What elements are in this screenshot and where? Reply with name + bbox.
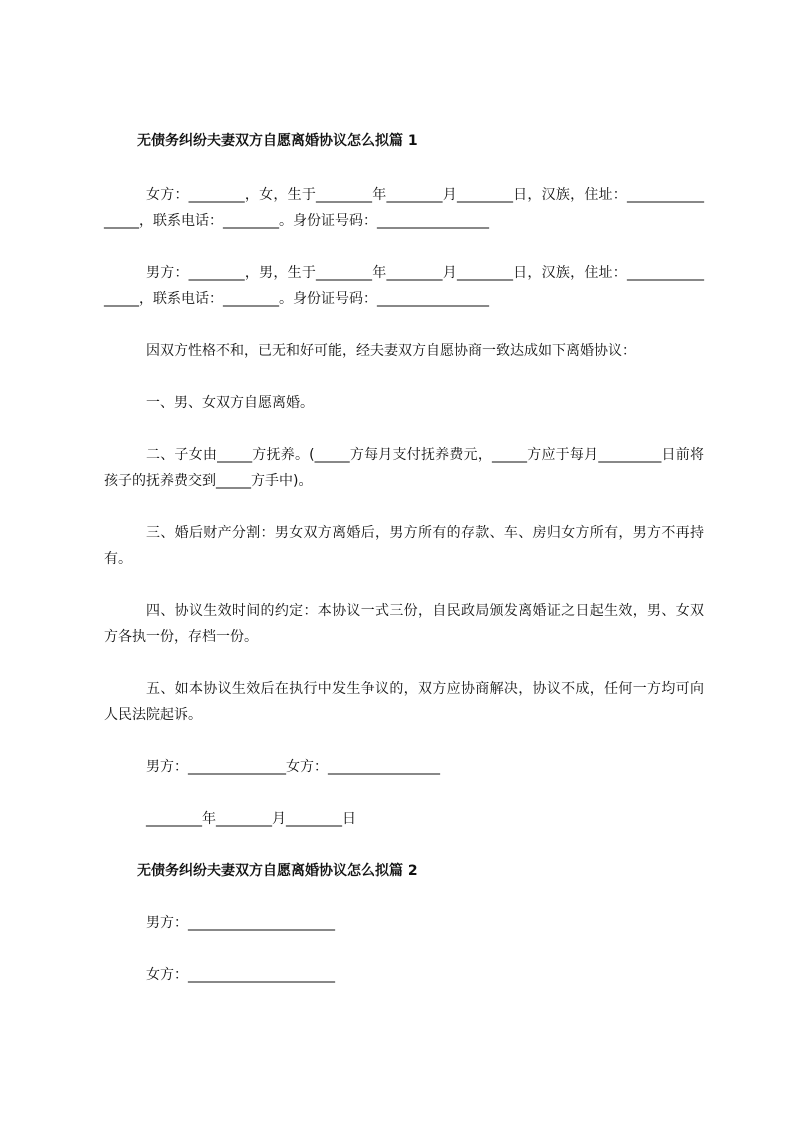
woman-info-paragraph: 女方：________，女，生于________年________月________日，汉族，住址：________________，联系电话：________。身份证号码：________________ bbox=[104, 187, 704, 229]
clause-1: 一、男、女双方自愿离婚。 bbox=[146, 395, 314, 411]
man-name-line: 男方：_____________________ bbox=[146, 915, 335, 931]
man-info-paragraph: 男方：________，男，生于________年________月________日，汉族，住址：________________，联系电话：________。身份证号码：________________ bbox=[104, 265, 704, 307]
section-title-2: 无债务纠纷夫妻双方自愿离婚协议怎么拟篇 2 bbox=[137, 863, 418, 879]
document-body bbox=[104, 128, 704, 988]
woman-name-line: 女方：_____________________ bbox=[146, 967, 335, 983]
intro-paragraph: 因双方性格不和，已无和好可能，经夫妻双方自愿协商一致达成如下离婚协议： bbox=[146, 343, 636, 359]
clause-4: 四、协议生效时间的约定：本协议一式三份，自民政局颁发离婚证之日起生效，男、女双方各执一份，存档一份。 bbox=[104, 603, 704, 645]
clause-5: 五、如本协议生效后在执行中发生争议的，双方应协商解决，协议不成，任何一方均可向人民法院起诉。 bbox=[104, 681, 704, 723]
date-line: ________年________月________日 bbox=[146, 811, 356, 827]
signature-line: 男方：______________女方：________________ bbox=[146, 759, 440, 775]
clause-2: 二、子女由_____方抚养。(_____方每月支付抚养费元，_____方应于每月_________日前将孩子的抚养费交到_____方手中)。 bbox=[104, 447, 704, 489]
section-title-1: 无债务纠纷夫妻双方自愿离婚协议怎么拟篇 1 bbox=[137, 133, 418, 149]
clause-3: 三、婚后财产分割：男女双方离婚后，男方所有的存款、车、房归女方所有，男方不再持有。 bbox=[104, 525, 704, 567]
